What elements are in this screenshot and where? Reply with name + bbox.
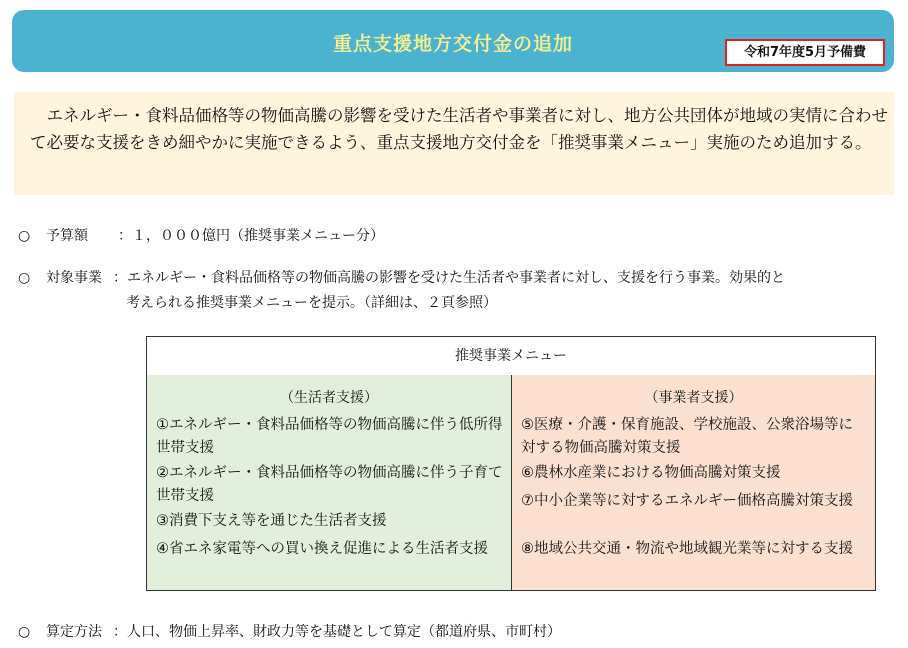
- bullet-icon: ○: [18, 228, 31, 244]
- business-support-heading: （事業者支援）: [644, 390, 743, 406]
- bullet-icon: ○: [18, 624, 31, 640]
- budget-item: [18, 224, 898, 248]
- target-label: 対象事業: [46, 270, 102, 286]
- page-title: 重点支援地方交付金の追加: [332, 33, 573, 55]
- target-item: [18, 266, 898, 314]
- title-banner: [12, 10, 894, 72]
- summary-box: [14, 92, 894, 195]
- menu-title: 推奨事業メニュー: [147, 337, 875, 376]
- budget-label: 予算額: [46, 228, 88, 244]
- target-value-line2: 考えられる推奨事業メニューを提示。（詳細は、２頁参照）: [126, 295, 497, 311]
- citizen-support-heading: （生活者支援）: [280, 390, 378, 406]
- menu-entry: ⑤医療・介護・保育施設、学校施設、公衆浴場等に対する物価高騰対策支援: [521, 417, 853, 456]
- budget-value: ：１，０００億円（推奨事業メニュー分）: [118, 228, 384, 244]
- calc-value: ：人口、物価上昇率、財政力等を基礎として算定（都道府県、市町村）: [113, 624, 561, 640]
- menu-entry: ②エネルギー・食料品価格等の物価高騰に伴う子育て世帯支援: [156, 465, 503, 504]
- menu-entry: ⑧地域公共交通・物流や地域観光業等に対する支援: [521, 541, 853, 557]
- budget-badge: 令和7年度5月予備費: [725, 39, 885, 66]
- target-value-line1: ：エネルギー・食料品価格等の物価高騰の影響を受けた生活者や事業者に対し、支援を行う事業。効果的と: [113, 270, 785, 286]
- citizen-support-column: [147, 375, 512, 590]
- bullet-icon: ○: [18, 270, 31, 286]
- summary-text: エネルギー・食料品価格等の物価高騰の影響を受けた生活者や事業者に対し、地方公共団体が地域の実情に合わせて必要な支援をきめ細やかに実施できるよう、重点支援地方交付金を「推奨事業メニュー」実施のため追加する。: [30, 106, 888, 152]
- calc-item: [18, 620, 898, 644]
- business-support-column: [512, 375, 875, 590]
- menu-entry: ①エネルギー・食料品価格等の物価高騰に伴う低所得世帯支援: [156, 417, 503, 456]
- menu-entry: ④省エネ家電等への買い換え促進による生活者支援: [156, 541, 488, 557]
- calc-label: 算定方法: [46, 624, 102, 640]
- recommended-menu-table: [146, 336, 876, 591]
- menu-entry: ③消費下支え等を通じた生活者支援: [156, 513, 387, 529]
- menu-entry: ⑦中小企業等に対するエネルギー価格高騰対策支援: [521, 493, 853, 509]
- menu-entry: ⑥農林水産業における物価高騰対策支援: [521, 465, 781, 481]
